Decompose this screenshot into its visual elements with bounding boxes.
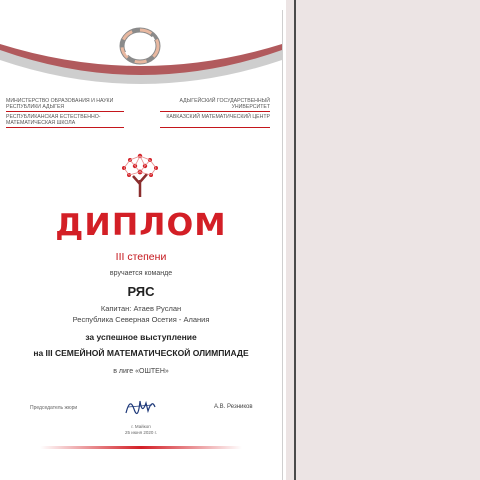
org-left-1: МИНИСТЕРСТВО ОБРАЗОВАНИЯ И НАУКИ РЕСПУБЛИКИ АДЫГЕЯ xyxy=(6,98,114,110)
org-divider xyxy=(160,127,270,128)
org-divider xyxy=(6,127,124,128)
diploma-document xyxy=(0,10,283,480)
org-right-1: АДЫГЕЙСКИЙ ГОСУДАРСТВЕННЫЙ УНИВЕРСИТЕТ xyxy=(179,98,270,110)
org-left-2: РЕСПУБЛИКАНСКАЯ ЕСТЕСТВЕННО-МАТЕМАТИЧЕСКАЯ ШКОЛА xyxy=(6,114,101,126)
background-panel xyxy=(286,0,480,480)
region-name: Республика Северная Осетия - Алания xyxy=(72,315,210,324)
success-text: за успешное выступление xyxy=(85,332,197,342)
team-name: РЯС xyxy=(127,284,155,299)
league-name: в лиге «ОШТЕН» xyxy=(113,368,169,375)
olympiad-name: на III СЕМЕЙНОЙ МАТЕМАТИЧЕСКОЙ ОЛИМПИАДЕ xyxy=(33,348,249,358)
city-text: г. Майкоп xyxy=(131,424,151,429)
org-right-2: КАВКАЗСКИЙ МАТЕМАТИЧЕСКИЙ ЦЕНТР xyxy=(166,114,270,120)
bottom-divider xyxy=(40,446,242,449)
jury-chair-label: Председатель жюри xyxy=(30,405,78,411)
network-tree-icon xyxy=(115,150,165,198)
date-text: 25 июня 2020 г. xyxy=(125,430,157,435)
diploma-title: ДИПЛОМ xyxy=(55,208,227,243)
signature xyxy=(122,395,158,417)
frame-border xyxy=(294,0,296,480)
award-text: вручается команде xyxy=(109,270,173,277)
captain-name: Капитан: Атаев Руслан xyxy=(100,304,182,313)
org-divider xyxy=(6,111,124,112)
org-divider xyxy=(160,111,270,112)
signer-name: А.В. Резников xyxy=(214,404,253,410)
olympiad-logo xyxy=(116,20,164,70)
diploma-degree: III степени xyxy=(115,251,167,263)
